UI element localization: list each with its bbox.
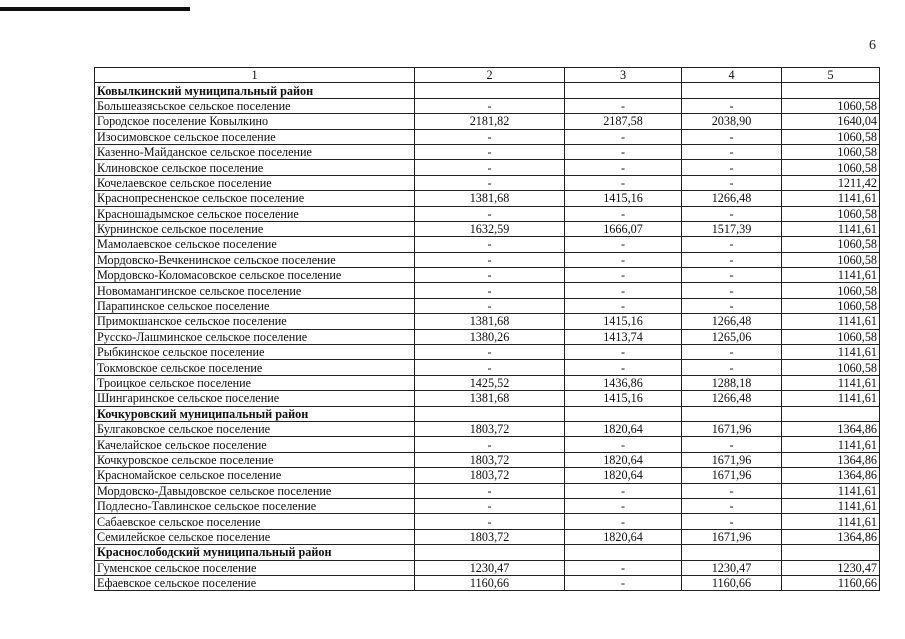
value-cell: 1820,64 xyxy=(565,529,682,544)
value-cell: 1415,16 xyxy=(565,391,682,406)
district-name-cell: Краснослободский муниципальный район xyxy=(95,545,415,560)
table-row xyxy=(95,144,880,159)
settlement-name-cell: Гуменское сельское поселение xyxy=(95,560,415,575)
value-cell: 1413,74 xyxy=(565,329,682,344)
value-cell: 1211,42 xyxy=(782,175,880,190)
value-cell: - xyxy=(682,252,782,267)
table-row xyxy=(95,498,880,513)
value-cell: - xyxy=(682,498,782,513)
value-cell: - xyxy=(565,98,682,113)
value-cell: - xyxy=(415,268,565,283)
top-rule xyxy=(0,7,190,11)
value-cell: - xyxy=(415,498,565,513)
table-row xyxy=(95,175,880,190)
settlement-name-cell: Мордовско-Давыдовское сельское поселение xyxy=(95,483,415,498)
value-cell: - xyxy=(415,237,565,252)
settlement-name-cell: Троицкое сельское поселение xyxy=(95,375,415,390)
value-cell: 1060,58 xyxy=(782,160,880,175)
value-cell: 1803,72 xyxy=(415,452,565,467)
value-cell: 1265,06 xyxy=(682,329,782,344)
table-row xyxy=(95,98,880,113)
value-cell: - xyxy=(682,268,782,283)
value-cell: 1230,47 xyxy=(682,560,782,575)
value-cell: 1415,16 xyxy=(565,191,682,206)
value-cell: 2181,82 xyxy=(415,114,565,129)
value-cell: - xyxy=(565,268,682,283)
value-cell: 1160,66 xyxy=(415,575,565,590)
value-cell: - xyxy=(565,575,682,590)
value-cell: - xyxy=(415,144,565,159)
value-cell: 1141,61 xyxy=(782,268,880,283)
value-cell: 1381,68 xyxy=(415,391,565,406)
table-row xyxy=(95,329,880,344)
value-cell: 1364,86 xyxy=(782,452,880,467)
value-cell: 1141,61 xyxy=(782,437,880,452)
district-header-row xyxy=(95,545,880,560)
settlement-name-cell: Кочкуровское сельское поселение xyxy=(95,452,415,467)
table-row xyxy=(95,283,880,298)
table-row xyxy=(95,237,880,252)
value-cell xyxy=(565,83,682,98)
value-cell xyxy=(682,83,782,98)
value-cell: 1380,26 xyxy=(415,329,565,344)
value-cell: - xyxy=(565,360,682,375)
value-cell: 1381,68 xyxy=(415,314,565,329)
value-cell: 1671,96 xyxy=(682,529,782,544)
value-cell: - xyxy=(682,98,782,113)
table-row xyxy=(95,314,880,329)
settlement-name-cell: Мордовско-Коломасовское сельское поселение xyxy=(95,268,415,283)
settlement-name-cell: Качелайское сельское поселение xyxy=(95,437,415,452)
settlement-name-cell: Клиновское сельское поселение xyxy=(95,160,415,175)
table-body xyxy=(95,83,880,591)
settlement-name-cell: Краснопресненское сельское поселение xyxy=(95,191,415,206)
value-cell: - xyxy=(565,160,682,175)
value-cell: - xyxy=(682,144,782,159)
value-cell: 1060,58 xyxy=(782,237,880,252)
value-cell xyxy=(415,83,565,98)
value-cell: - xyxy=(682,360,782,375)
table-row xyxy=(95,206,880,221)
value-cell: 1415,16 xyxy=(565,314,682,329)
value-cell: 1141,61 xyxy=(782,483,880,498)
value-cell: - xyxy=(682,175,782,190)
value-cell: - xyxy=(682,483,782,498)
value-cell: 1364,86 xyxy=(782,468,880,483)
table-row xyxy=(95,468,880,483)
value-cell xyxy=(565,406,682,421)
column-number-row xyxy=(95,68,880,83)
table-row xyxy=(95,298,880,313)
value-cell: 1060,58 xyxy=(782,298,880,313)
table-row xyxy=(95,483,880,498)
value-cell: - xyxy=(415,345,565,360)
table-row xyxy=(95,514,880,529)
value-cell: - xyxy=(682,129,782,144)
table-row xyxy=(95,452,880,467)
settlement-name-cell: Красношадымское сельское поселение xyxy=(95,206,415,221)
value-cell: 1425,52 xyxy=(415,375,565,390)
settlement-name-cell: Курнинское сельское поселение xyxy=(95,221,415,236)
value-cell: - xyxy=(415,160,565,175)
value-cell: - xyxy=(682,206,782,221)
value-cell: - xyxy=(415,298,565,313)
district-header-row xyxy=(95,406,880,421)
value-cell: 2187,58 xyxy=(565,114,682,129)
value-cell: - xyxy=(415,483,565,498)
page-number: 6 xyxy=(869,38,876,53)
value-cell: 1364,86 xyxy=(782,421,880,436)
settlement-name-cell: Примокшанское сельское поселение xyxy=(95,314,415,329)
value-cell xyxy=(682,545,782,560)
table-row xyxy=(95,375,880,390)
settlement-name-cell: Большеазясьское сельское поселение xyxy=(95,98,415,113)
value-cell: - xyxy=(415,252,565,267)
value-cell: 1381,68 xyxy=(415,191,565,206)
table-row xyxy=(95,529,880,544)
value-cell xyxy=(415,545,565,560)
column-header: 5 xyxy=(782,68,880,83)
settlement-name-cell: Рыбкинское сельское поселение xyxy=(95,345,415,360)
value-cell: 1266,48 xyxy=(682,191,782,206)
value-cell xyxy=(782,83,880,98)
table-row xyxy=(95,360,880,375)
value-cell: 2038,90 xyxy=(682,114,782,129)
settlement-name-cell: Подлесно-Тавлинское сельское поселение xyxy=(95,498,415,513)
district-header-row xyxy=(95,83,880,98)
column-header: 3 xyxy=(565,68,682,83)
value-cell: 1364,86 xyxy=(782,529,880,544)
value-cell: - xyxy=(565,498,682,513)
value-cell: 1141,61 xyxy=(782,514,880,529)
settlement-name-cell: Изосимовское сельское поселение xyxy=(95,129,415,144)
value-cell: 1141,61 xyxy=(782,375,880,390)
value-cell: 1060,58 xyxy=(782,329,880,344)
value-cell: 1671,96 xyxy=(682,421,782,436)
value-cell: - xyxy=(565,252,682,267)
value-cell xyxy=(682,406,782,421)
settlement-name-cell: Новомамангинское сельское поселение xyxy=(95,283,415,298)
settlement-name-cell: Шингаринское сельское поселение xyxy=(95,391,415,406)
value-cell: 1141,61 xyxy=(782,221,880,236)
value-cell: - xyxy=(682,437,782,452)
value-cell: - xyxy=(415,360,565,375)
value-cell: - xyxy=(682,345,782,360)
table-row xyxy=(95,560,880,575)
settlement-name-cell: Мамолаевское сельское поселение xyxy=(95,237,415,252)
settlement-name-cell: Казенно-Майданское сельское поселение xyxy=(95,144,415,159)
value-cell: 1060,58 xyxy=(782,98,880,113)
value-cell: - xyxy=(565,560,682,575)
value-cell: - xyxy=(565,129,682,144)
value-cell: 1517,39 xyxy=(682,221,782,236)
district-name-cell: Кочкуровский муниципальный район xyxy=(95,406,415,421)
value-cell xyxy=(782,545,880,560)
value-cell: 1803,72 xyxy=(415,529,565,544)
value-cell: 1671,96 xyxy=(682,468,782,483)
value-cell: - xyxy=(565,483,682,498)
column-header: 2 xyxy=(415,68,565,83)
value-cell: - xyxy=(565,437,682,452)
settlement-name-cell: Токмовское сельское поселение xyxy=(95,360,415,375)
settlement-name-cell: Ефаевское сельское поселение xyxy=(95,575,415,590)
value-cell xyxy=(782,406,880,421)
column-header: 1 xyxy=(95,68,415,83)
value-cell xyxy=(415,406,565,421)
value-cell: 1266,48 xyxy=(682,391,782,406)
table-row xyxy=(95,421,880,436)
value-cell: 1803,72 xyxy=(415,421,565,436)
value-cell: - xyxy=(415,514,565,529)
table-row xyxy=(95,191,880,206)
table-row xyxy=(95,221,880,236)
value-cell: - xyxy=(565,514,682,529)
value-cell: 1141,61 xyxy=(782,191,880,206)
table-row xyxy=(95,252,880,267)
table-row xyxy=(95,391,880,406)
table-row xyxy=(95,345,880,360)
value-cell: - xyxy=(415,98,565,113)
value-cell: - xyxy=(415,283,565,298)
table-row xyxy=(95,575,880,590)
value-cell: 1141,61 xyxy=(782,345,880,360)
value-cell: 1820,64 xyxy=(565,468,682,483)
value-cell: - xyxy=(682,298,782,313)
settlement-name-cell: Красномайское сельское поселение xyxy=(95,468,415,483)
value-cell: 1820,64 xyxy=(565,452,682,467)
value-cell: - xyxy=(682,160,782,175)
value-cell: - xyxy=(682,283,782,298)
settlement-name-cell: Мордовско-Вечкенинское сельское поселение xyxy=(95,252,415,267)
value-cell: 1230,47 xyxy=(782,560,880,575)
value-cell: 1230,47 xyxy=(415,560,565,575)
district-name-cell: Ковылкинский муниципальный район xyxy=(95,83,415,98)
value-cell: - xyxy=(415,129,565,144)
value-cell: - xyxy=(415,206,565,221)
value-cell: 1666,07 xyxy=(565,221,682,236)
value-cell: - xyxy=(565,237,682,252)
settlement-name-cell: Сабаевское сельское поселение xyxy=(95,514,415,529)
value-cell: 1266,48 xyxy=(682,314,782,329)
value-cell: - xyxy=(565,298,682,313)
value-cell: 1671,96 xyxy=(682,452,782,467)
settlements-table xyxy=(94,67,880,591)
settlement-name-cell: Городское поселение Ковылкино xyxy=(95,114,415,129)
value-cell: - xyxy=(565,175,682,190)
column-header: 4 xyxy=(682,68,782,83)
value-cell: 1288,18 xyxy=(682,375,782,390)
value-cell: 1060,58 xyxy=(782,252,880,267)
value-cell: 1436,86 xyxy=(565,375,682,390)
value-cell: 1160,66 xyxy=(782,575,880,590)
settlement-name-cell: Семилейское сельское поселение xyxy=(95,529,415,544)
table-row xyxy=(95,437,880,452)
value-cell: 1060,58 xyxy=(782,129,880,144)
value-cell: - xyxy=(415,437,565,452)
value-cell: - xyxy=(565,144,682,159)
value-cell: - xyxy=(565,206,682,221)
value-cell: 1141,61 xyxy=(782,314,880,329)
value-cell: - xyxy=(565,345,682,360)
value-cell: 1803,72 xyxy=(415,468,565,483)
value-cell: 1640,04 xyxy=(782,114,880,129)
value-cell: 1160,66 xyxy=(682,575,782,590)
value-cell: 1060,58 xyxy=(782,360,880,375)
settlement-name-cell: Русско-Лашминское сельское поселение xyxy=(95,329,415,344)
table-row xyxy=(95,268,880,283)
value-cell: 1141,61 xyxy=(782,391,880,406)
settlement-name-cell: Парапинское сельское поселение xyxy=(95,298,415,313)
settlement-name-cell: Кочелаевское сельское поселение xyxy=(95,175,415,190)
value-cell: 1632,59 xyxy=(415,221,565,236)
table-row xyxy=(95,160,880,175)
table-row xyxy=(95,129,880,144)
value-cell: - xyxy=(415,175,565,190)
value-cell xyxy=(565,545,682,560)
value-cell: 1060,58 xyxy=(782,144,880,159)
value-cell: 1060,58 xyxy=(782,283,880,298)
settlement-name-cell: Булгаковское сельское поселение xyxy=(95,421,415,436)
value-cell: - xyxy=(565,283,682,298)
value-cell: - xyxy=(682,237,782,252)
value-cell: 1141,61 xyxy=(782,498,880,513)
value-cell: 1820,64 xyxy=(565,421,682,436)
table-row xyxy=(95,114,880,129)
value-cell: 1060,58 xyxy=(782,206,880,221)
value-cell: - xyxy=(682,514,782,529)
